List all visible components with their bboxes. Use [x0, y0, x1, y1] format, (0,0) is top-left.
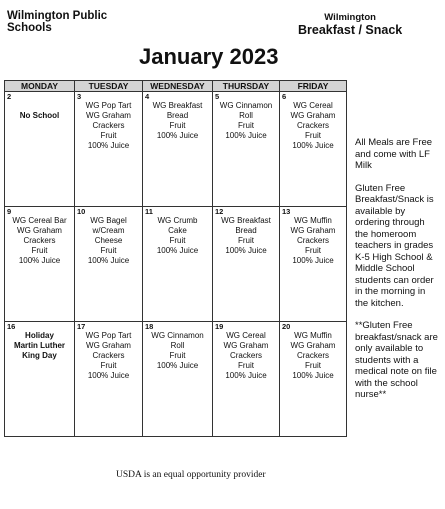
day-number: 11: [145, 207, 153, 216]
meal-item: 100% Juice: [156, 361, 199, 370]
meal-item: WG Graham: [17, 226, 62, 235]
menu-type-line2: Breakfast / Snack: [298, 23, 403, 37]
meal-items: [77, 331, 140, 381]
meal-item: WG Graham: [290, 341, 336, 350]
meal-item: Bread: [166, 111, 189, 120]
meal-item: Fruit: [305, 361, 321, 370]
meal-item: Fruit: [100, 361, 117, 370]
district-name: [7, 10, 107, 34]
meal-item: 100% Juice: [225, 131, 267, 140]
meal-item: WG Crumb: [157, 216, 198, 225]
meal-item: Crackers: [229, 351, 262, 360]
meal-item: Crackers: [296, 351, 329, 360]
day-number: 2: [7, 92, 12, 101]
meal-item: Fruit: [238, 121, 254, 130]
day-number: 5: [215, 92, 220, 101]
meal-item: 100% Juice: [18, 256, 61, 265]
meal-item: Fruit: [100, 246, 117, 255]
meal-item: Crackers: [92, 351, 125, 360]
meal-items: [145, 216, 210, 256]
meal-item: WG Graham: [223, 341, 269, 350]
calendar-day-cell: [213, 92, 280, 207]
meal-items: [7, 216, 72, 266]
meal-item: 100% Juice: [225, 371, 267, 380]
meal-item: WG Breakfast: [221, 216, 271, 225]
meal-item: 100% Juice: [225, 246, 267, 255]
meal-item: Fruit: [169, 236, 186, 245]
meal-items: [145, 101, 210, 141]
meal-item: Fruit: [305, 131, 321, 140]
meal-item: WG Muffin: [294, 216, 332, 225]
day-number: 19: [215, 322, 224, 331]
menu-type-heading: [298, 12, 402, 36]
meal-item: WG Pop Tart: [85, 331, 132, 340]
side-note-gluten-free-ordering: Gluten Free Breakfast/Snack is available by ordering through the homeroom teachers in grades K-5 High School & Middle School students can order in the morning in the kitchen.: [355, 182, 434, 309]
meal-item: Fruit: [238, 361, 254, 370]
meal-items: [215, 101, 277, 141]
meal-item: WG Bagel: [90, 216, 127, 225]
meal-item: Cake: [168, 226, 187, 235]
meal-items: [77, 101, 140, 151]
calendar-day-cell: [280, 207, 347, 322]
side-notes: [355, 137, 440, 412]
holiday-note: [7, 331, 72, 361]
meal-item: 100% Juice: [87, 371, 130, 380]
column-header-friday: FRIDAY: [280, 81, 347, 92]
meal-items: [215, 216, 277, 256]
meal-item: Crackers: [296, 236, 329, 245]
calendar-day-cell: [280, 322, 347, 437]
holiday-line: Holiday: [25, 331, 54, 340]
district-name-line2: Schools: [7, 22, 52, 34]
calendar-day-cell: [143, 92, 213, 207]
meal-item: Roll: [170, 341, 185, 350]
calendar-day-cell: [143, 322, 213, 437]
calendar-week-row: [5, 207, 347, 322]
district-name-line1: Wilmington Public: [7, 10, 108, 22]
menu-calendar: [4, 80, 347, 437]
column-header-thursday: THURSDAY: [213, 81, 280, 92]
calendar-day-cell: [75, 92, 143, 207]
calendar-day-cell: [143, 207, 213, 322]
day-number: 17: [77, 322, 86, 331]
page-title: January 2023: [139, 44, 279, 69]
no-school-note: No School: [19, 111, 60, 120]
meal-item: WG Graham: [290, 111, 336, 120]
meal-item: Crackers: [296, 121, 329, 130]
meal-items: [282, 216, 344, 266]
meal-item: WG Cereal: [293, 101, 333, 110]
column-header-wednesday: WEDNESDAY: [143, 81, 213, 92]
meal-item: w/Cream: [92, 226, 125, 235]
day-number: 3: [77, 92, 82, 101]
meal-items: [145, 331, 210, 371]
column-header-tuesday: TUESDAY: [75, 81, 143, 92]
day-number: 16: [7, 322, 16, 331]
column-header-monday: MONDAY: [5, 81, 75, 92]
day-number: 18: [145, 322, 154, 331]
meal-items: [215, 331, 277, 381]
meal-item: Fruit: [169, 351, 186, 360]
calendar-day-cell: [5, 322, 75, 437]
meal-item: Fruit: [169, 121, 186, 130]
holiday-line: King Day: [22, 351, 57, 360]
calendar-week-row: [5, 92, 347, 207]
day-number: 9: [7, 207, 12, 216]
meal-item: WG Cinnamon: [219, 101, 273, 110]
meal-item: Crackers: [23, 236, 56, 245]
side-note-free-meals: All Meals are Free and come with LF Milk: [355, 137, 433, 171]
meal-item: Crackers: [92, 121, 125, 130]
calendar-day-cell: [213, 322, 280, 437]
calendar-day-cell: [5, 207, 75, 322]
meal-item: WG Muffin: [294, 331, 332, 340]
meal-item: 100% Juice: [87, 141, 130, 150]
meal-item: Cheese: [94, 236, 123, 245]
meal-item: WG Breakfast: [152, 101, 203, 110]
calendar-day-cell: [280, 92, 347, 207]
meal-item: 100% Juice: [292, 256, 334, 265]
meal-item: 100% Juice: [156, 131, 199, 140]
calendar-day-cell: [75, 322, 143, 437]
calendar-day-cell: [213, 207, 280, 322]
meal-item: 100% Juice: [87, 256, 130, 265]
meal-item: WG Pop Tart: [85, 101, 132, 110]
meal-item: WG Cereal Bar: [12, 216, 67, 225]
day-number: 6: [282, 92, 287, 101]
calendar-day-cell: [5, 92, 75, 207]
calendar-day-cell: [75, 207, 143, 322]
meal-item: 100% Juice: [156, 246, 199, 255]
meal-item: Fruit: [305, 246, 321, 255]
meal-item: Fruit: [31, 246, 48, 255]
usda-footer: USDA is an equal opportunity provider: [116, 470, 266, 480]
meal-item: WG Cinnamon: [151, 331, 204, 340]
meal-item: Fruit: [100, 131, 117, 140]
meal-item: WG Graham: [86, 111, 131, 120]
calendar-header-row: [5, 81, 347, 92]
meal-item: 100% Juice: [292, 141, 334, 150]
side-note-medical-requirement: **Gluten Free breakfast/snack are only available to students with a medical note on file with the school nurse**: [355, 320, 438, 400]
meal-item: WG Cereal: [226, 331, 266, 340]
meal-item: Bread: [235, 226, 257, 235]
day-number: 4: [145, 92, 150, 101]
meal-item: WG Graham: [86, 341, 131, 350]
calendar-week-row: [5, 322, 347, 437]
day-number: 13: [282, 207, 291, 216]
meal-items: [282, 101, 344, 151]
holiday-line: Martin Luther: [13, 341, 66, 350]
meal-item: Fruit: [238, 236, 254, 245]
meal-items: [282, 331, 344, 381]
day-number: 12: [215, 207, 224, 216]
day-number: 20: [282, 322, 291, 331]
meal-items: [77, 216, 140, 266]
meal-item: WG Graham: [290, 226, 336, 235]
day-number: 10: [77, 207, 86, 216]
meal-item: 100% Juice: [292, 371, 334, 380]
meal-item: Roll: [239, 111, 253, 120]
menu-type-line1: Wilmington: [324, 12, 376, 23]
